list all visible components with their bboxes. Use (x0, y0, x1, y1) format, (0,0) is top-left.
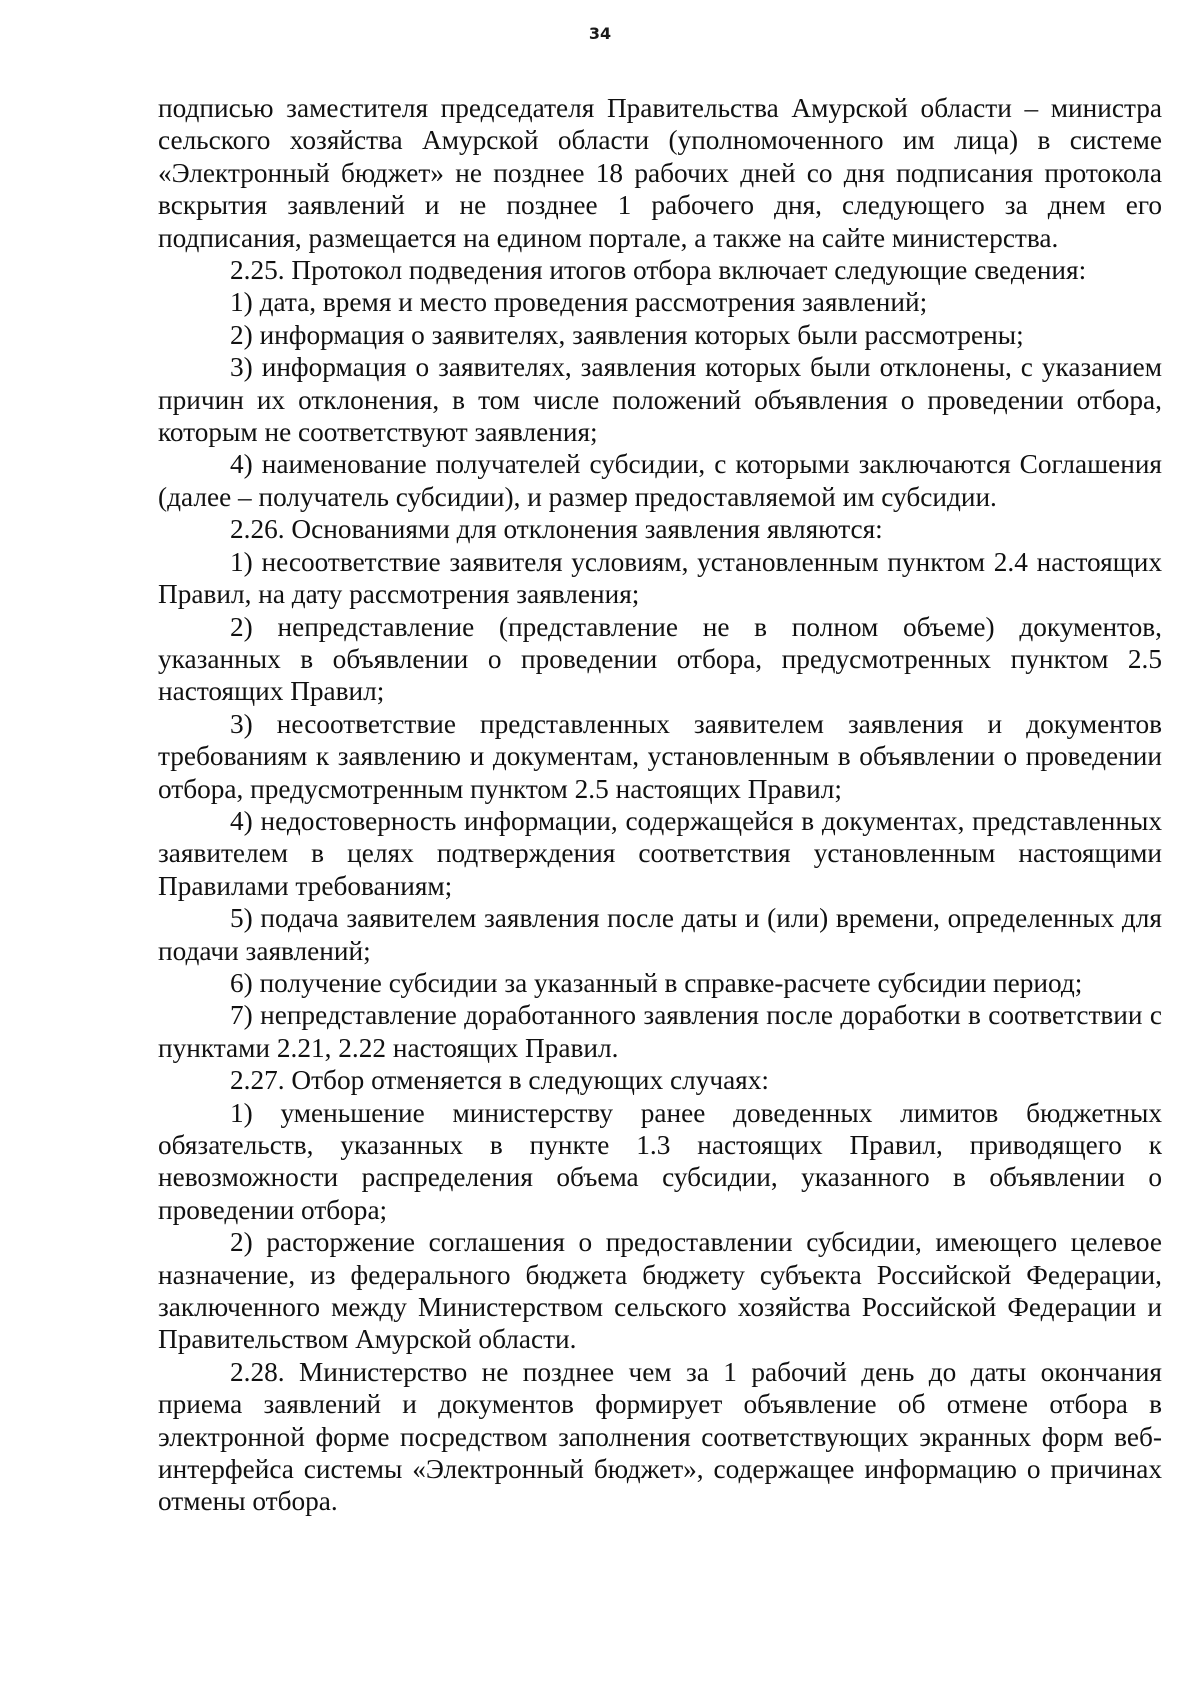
paragraph-continuation: подписью заместителя председателя Правительства Амурской области – министра сельского хозяйства Амурской области (уполномоченного им лица) в системе «Электронный бюджет» не позднее 18 рабочих дней со дня подписания протокола вскрытия заявлений и не позднее 1 рабочего дня, следующего за днем его подписания, размещается на едином портале, а также на сайте министерства. (158, 93, 1162, 253)
page-number: 34 (588, 24, 612, 43)
paragraph-2-26-item-5: 5) подача заявителем заявления после даты и (или) времени, определенных для подачи заявлений; (158, 903, 1162, 966)
paragraph-2-25: 2.25. Протокол подведения итогов отбора включает следующие сведения: (230, 255, 1087, 286)
paragraph-2-28: 2.28. Министерство не позднее чем за 1 рабочий день до даты окончания приема заявлений и документов формирует объявление об отмене отбора в электронной форме посредством заполнения соответствующих экранных форм веб-интерфейса системы «Электронный бюджет», содержащее информацию о причинах отмены отбора. (158, 1356, 1162, 1517)
paragraph-2-26-item-3: 3) несоответствие представленных заявителем заявления и документов требованиям к заявлению и документам, установленным в объявлении о проведении отбора, предусмотренным пунктом 2.5 настоящих Правил; (158, 708, 1162, 804)
paragraph-2-25-item-1: 1) дата, время и место проведения рассмотрения заявлений; (230, 287, 928, 318)
paragraph-2-27-item-2: 2) расторжение соглашения о предоставлении субсидии, имеющего целевое назначение, из федерального бюджета бюджету субъекта Российской Федерации, заключенного между Министерством сельского хозяйства Российской Федерации и Правительством Амурской области. (158, 1227, 1162, 1355)
paragraph-2-26-item-6: 6) получение субсидии за указанный в справке-расчете субсидии период; (230, 967, 1083, 998)
paragraph-2-27: 2.27. Отбор отменяется в следующих случаях: (230, 1065, 769, 1096)
paragraph-2-26: 2.26. Основаниями для отклонения заявления являются: (230, 514, 883, 545)
document-body (158, 92, 1162, 1518)
paragraph-2-25-item-3: 3) информация о заявителях, заявления которых были отклонены, с указанием причин их отклонения, в том числе положений объявления о проведении отбора, которым не соответствуют заявления; (158, 352, 1162, 448)
paragraph-2-26-item-2: 2) непредставление (представление не в полном объеме) документов, указанных в объявлении о проведении отбора, предусмотренных пунктом 2.5 настоящих Правил; (158, 611, 1162, 707)
paragraph-2-27-item-1: 1) уменьшение министерству ранее доведенных лимитов бюджетных обязательств, указанных в пункте 1.3 настоящих Правил, приводящего к невозможности распределения объема субсидии, указанного в объявлении о проведении отбора; (158, 1097, 1162, 1225)
paragraph-2-25-item-2: 2) информация о заявителях, заявления которых были рассмотрены; (230, 319, 1024, 350)
paragraph-2-26-item-7: 7) непредставление доработанного заявления после доработки в соответствии с пунктами 2.21, 2.22 настоящих Правил. (158, 1000, 1162, 1063)
paragraph-2-26-item-1: 1) несоответствие заявителя условиям, установленным пунктом 2.4 настоящих Правил, на дату рассмотрения заявления; (158, 546, 1162, 610)
paragraph-2-26-item-4: 4) недостоверность информации, содержащейся в документах, представленных заявителем в целях подтверждения соответствия установленным настоящими Правилами требованиям; (158, 805, 1162, 901)
paragraph-2-25-item-4: 4) наименование получателей субсидии, с которыми заключаются Соглашения (далее – получатель субсидии), и размер предоставляемой им субсидии. (158, 449, 1162, 512)
